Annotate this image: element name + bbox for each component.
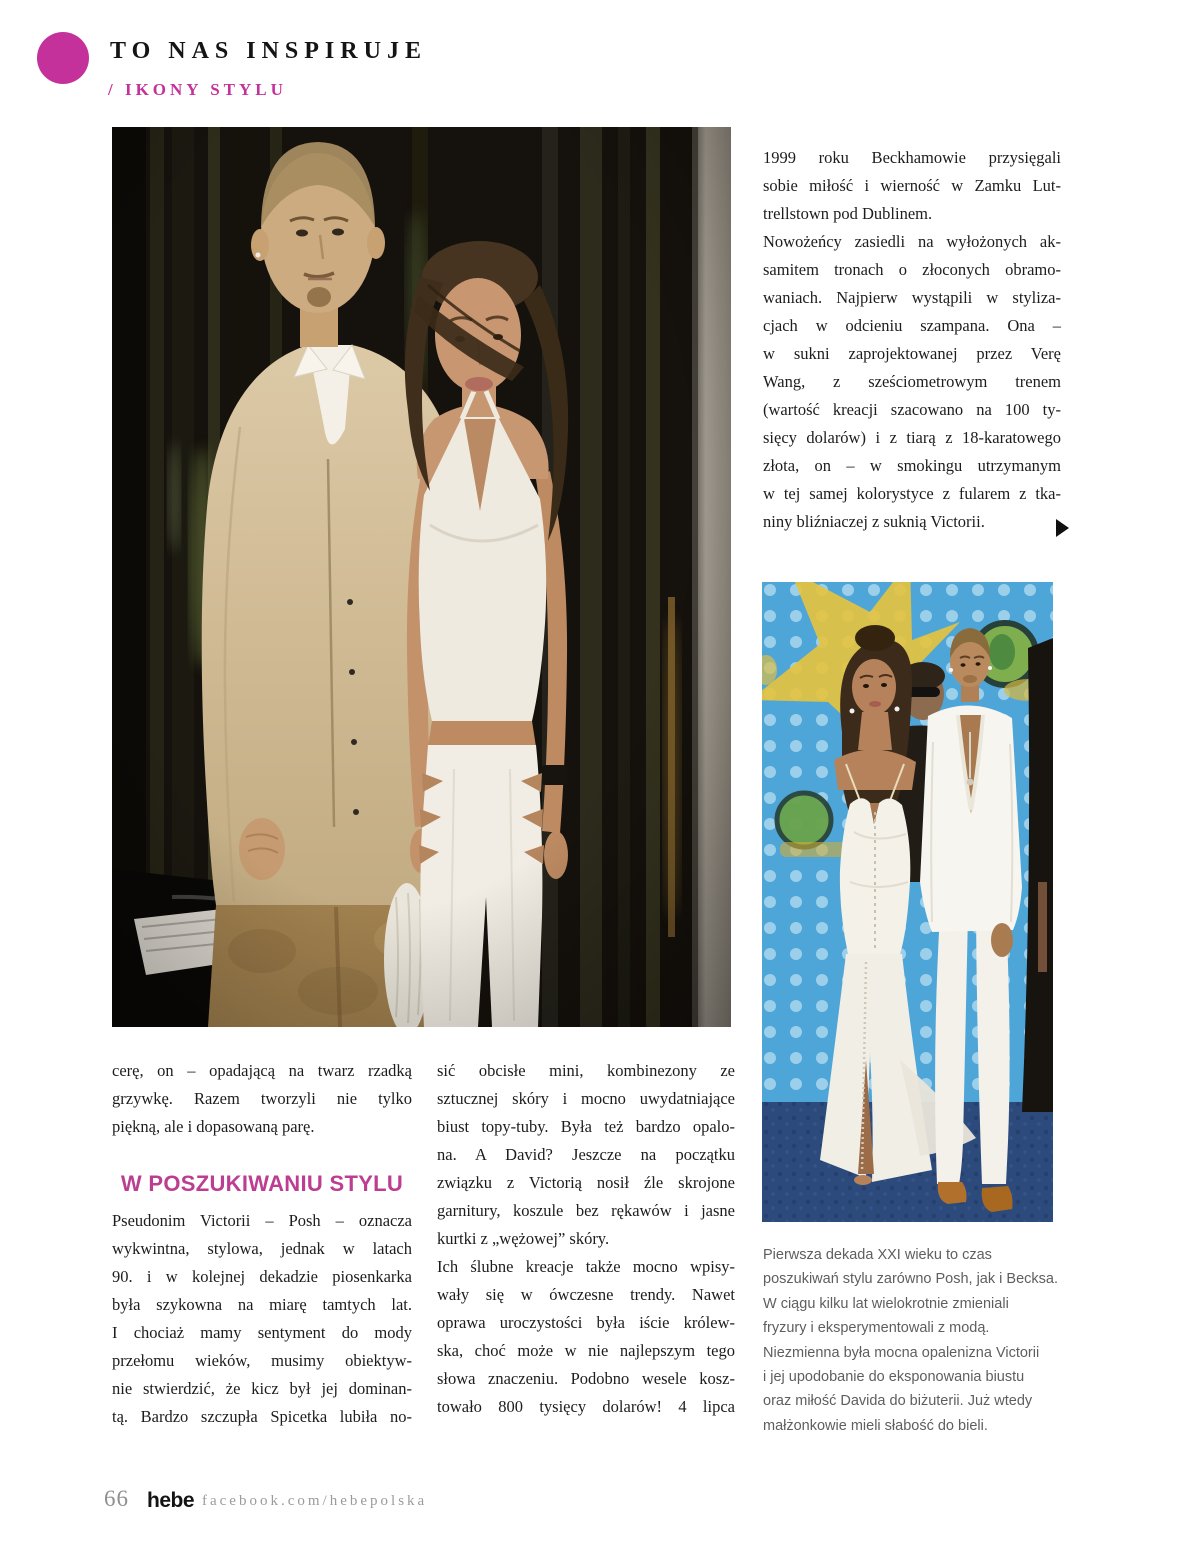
text-line: wykwintna, stylowa, jednak w latach <box>112 1239 412 1258</box>
caption-line: poszukiwań stylu zarówno Posh, jak i Becksa. <box>763 1271 1058 1288</box>
text-line: sięcy dolarów) i z tiarą z 18-karatowego <box>763 428 1061 447</box>
story-continues-icon <box>1056 519 1069 537</box>
text-line: kurtki z „wężowej” skóry. <box>437 1229 610 1248</box>
text-line: w sukni zaprojektowanej przez Verę <box>763 344 1061 363</box>
secondary-photo-illustration <box>762 582 1053 1222</box>
text-line: na. A David? Jeszcze na początku <box>437 1145 735 1164</box>
text-line: niny bliźniaczej z suknią Victorii. <box>763 512 985 531</box>
article-column-left-intro <box>112 1057 412 1141</box>
caption-line: W ciągu kilku lat wielokrotnie zmieniali <box>763 1295 1009 1312</box>
text-line: słowa znaczeniu. Podobno wesele kosz- <box>437 1369 735 1388</box>
caption-line: fryzury i eksperymentowali z modą. <box>763 1320 990 1337</box>
article-column-middle <box>437 1057 735 1421</box>
article-column-right <box>763 144 1061 536</box>
text-line: 90. i w kolejnej dekadzie piosenkarka <box>112 1267 412 1286</box>
brand-dot-icon <box>37 32 89 84</box>
caption-line: Pierwsza dekada XXI wieku to czas <box>763 1247 992 1263</box>
caption-line: oraz miłość Davida do biżuterii. Już wtedy <box>763 1393 1033 1410</box>
magazine-logo: hebe <box>147 1489 195 1512</box>
facebook-url: facebook.com/hebepolska <box>202 1493 428 1509</box>
text-line: trellstown pod Dublinem. <box>763 204 933 223</box>
text-line: związku z Victorią nosił źle skrojone <box>437 1173 735 1192</box>
photo-caption <box>763 1243 1063 1438</box>
caption-line: i jej upodobanie do eksponowania biustu <box>763 1368 1025 1385</box>
article-column-left <box>112 1207 412 1431</box>
caption-line: małżonkowie mieli słabość do bieli. <box>763 1417 988 1434</box>
page-number: 66 <box>104 1486 129 1511</box>
text-line: była szykowna na miarę tamtych lat. <box>112 1295 412 1314</box>
text-line: Ich ślubne kreacje także mocno wpisy- <box>437 1257 735 1276</box>
text-line: I chociaż mamy sentyment do mody <box>112 1323 412 1342</box>
main-photo-beckhams <box>112 127 731 1027</box>
text-line: Nowożeńcy zasiedli na wyłożonych ak- <box>763 232 1061 251</box>
text-line: tą. Bardzo szczupła Spicetka lubiła no- <box>112 1407 412 1426</box>
text-line: przełomu wieków, musimy obiektyw- <box>112 1351 412 1370</box>
text-line: Pseudonim Victorii – Posh – oznacza <box>112 1211 412 1230</box>
text-line: oprawa uroczystości była iście królew- <box>437 1313 735 1332</box>
text-line: cjach w odcieniu szampana. Ona – <box>763 316 1061 335</box>
section-kicker: TO NAS INSPIRUJE <box>110 38 427 64</box>
section-subkicker: / IKONY STYLU <box>108 80 287 99</box>
text-line: Wang, z sześciometrowym trenem <box>763 372 1061 391</box>
text-line: cerę, on – opadającą na twarz rzadką <box>112 1061 412 1080</box>
text-line: (wartość kreacji szacowano na 100 ty- <box>763 400 1061 419</box>
text-line: towało 800 tysięcy dolarów! 4 lipca <box>437 1397 735 1416</box>
secondary-photo-beckhams-awards <box>762 582 1053 1222</box>
text-line: waniach. Najpierw wystąpili w styliza- <box>763 288 1061 307</box>
text-line: biust topy-tuby. Była też bardzo opalo- <box>437 1117 735 1136</box>
text-line: piękną, ale i dopasowaną parę. <box>112 1117 315 1136</box>
text-line: wały się w ówczesne trendy. Nawet <box>437 1285 735 1304</box>
text-line: sztucznej skóry i mocno uwydatniające <box>437 1089 735 1108</box>
text-line: sić obcisłe mini, kombinezony ze <box>437 1061 735 1080</box>
text-line: samitem tronach o złoconych obramo- <box>763 260 1061 279</box>
text-line: 1999 roku Beckhamowie przysięgali <box>763 148 1061 167</box>
caption-line: Niezmienna była mocna opalenizna Victorii <box>763 1344 1040 1361</box>
text-line: nie stwierdzić, że kicz był jej dominan- <box>112 1379 412 1398</box>
text-line: w tej samej kolorystyce z fularem z tka- <box>763 484 1061 503</box>
text-line: ska, choć może w nie najlepszym tego <box>437 1341 735 1360</box>
main-photo-illustration <box>112 127 731 1027</box>
text-line: grzywkę. Razem tworzyli nie tylko <box>112 1089 412 1108</box>
text-line: sobie miłość i wierność w Zamku Lut- <box>763 176 1061 195</box>
text-line: złota, on – w smokingu utrzymanym <box>763 456 1061 475</box>
text-line: garnitury, koszule bez rękawów i jasne <box>437 1201 735 1220</box>
article-subheading: W POSZUKIWANIU STYLU <box>120 1171 404 1196</box>
